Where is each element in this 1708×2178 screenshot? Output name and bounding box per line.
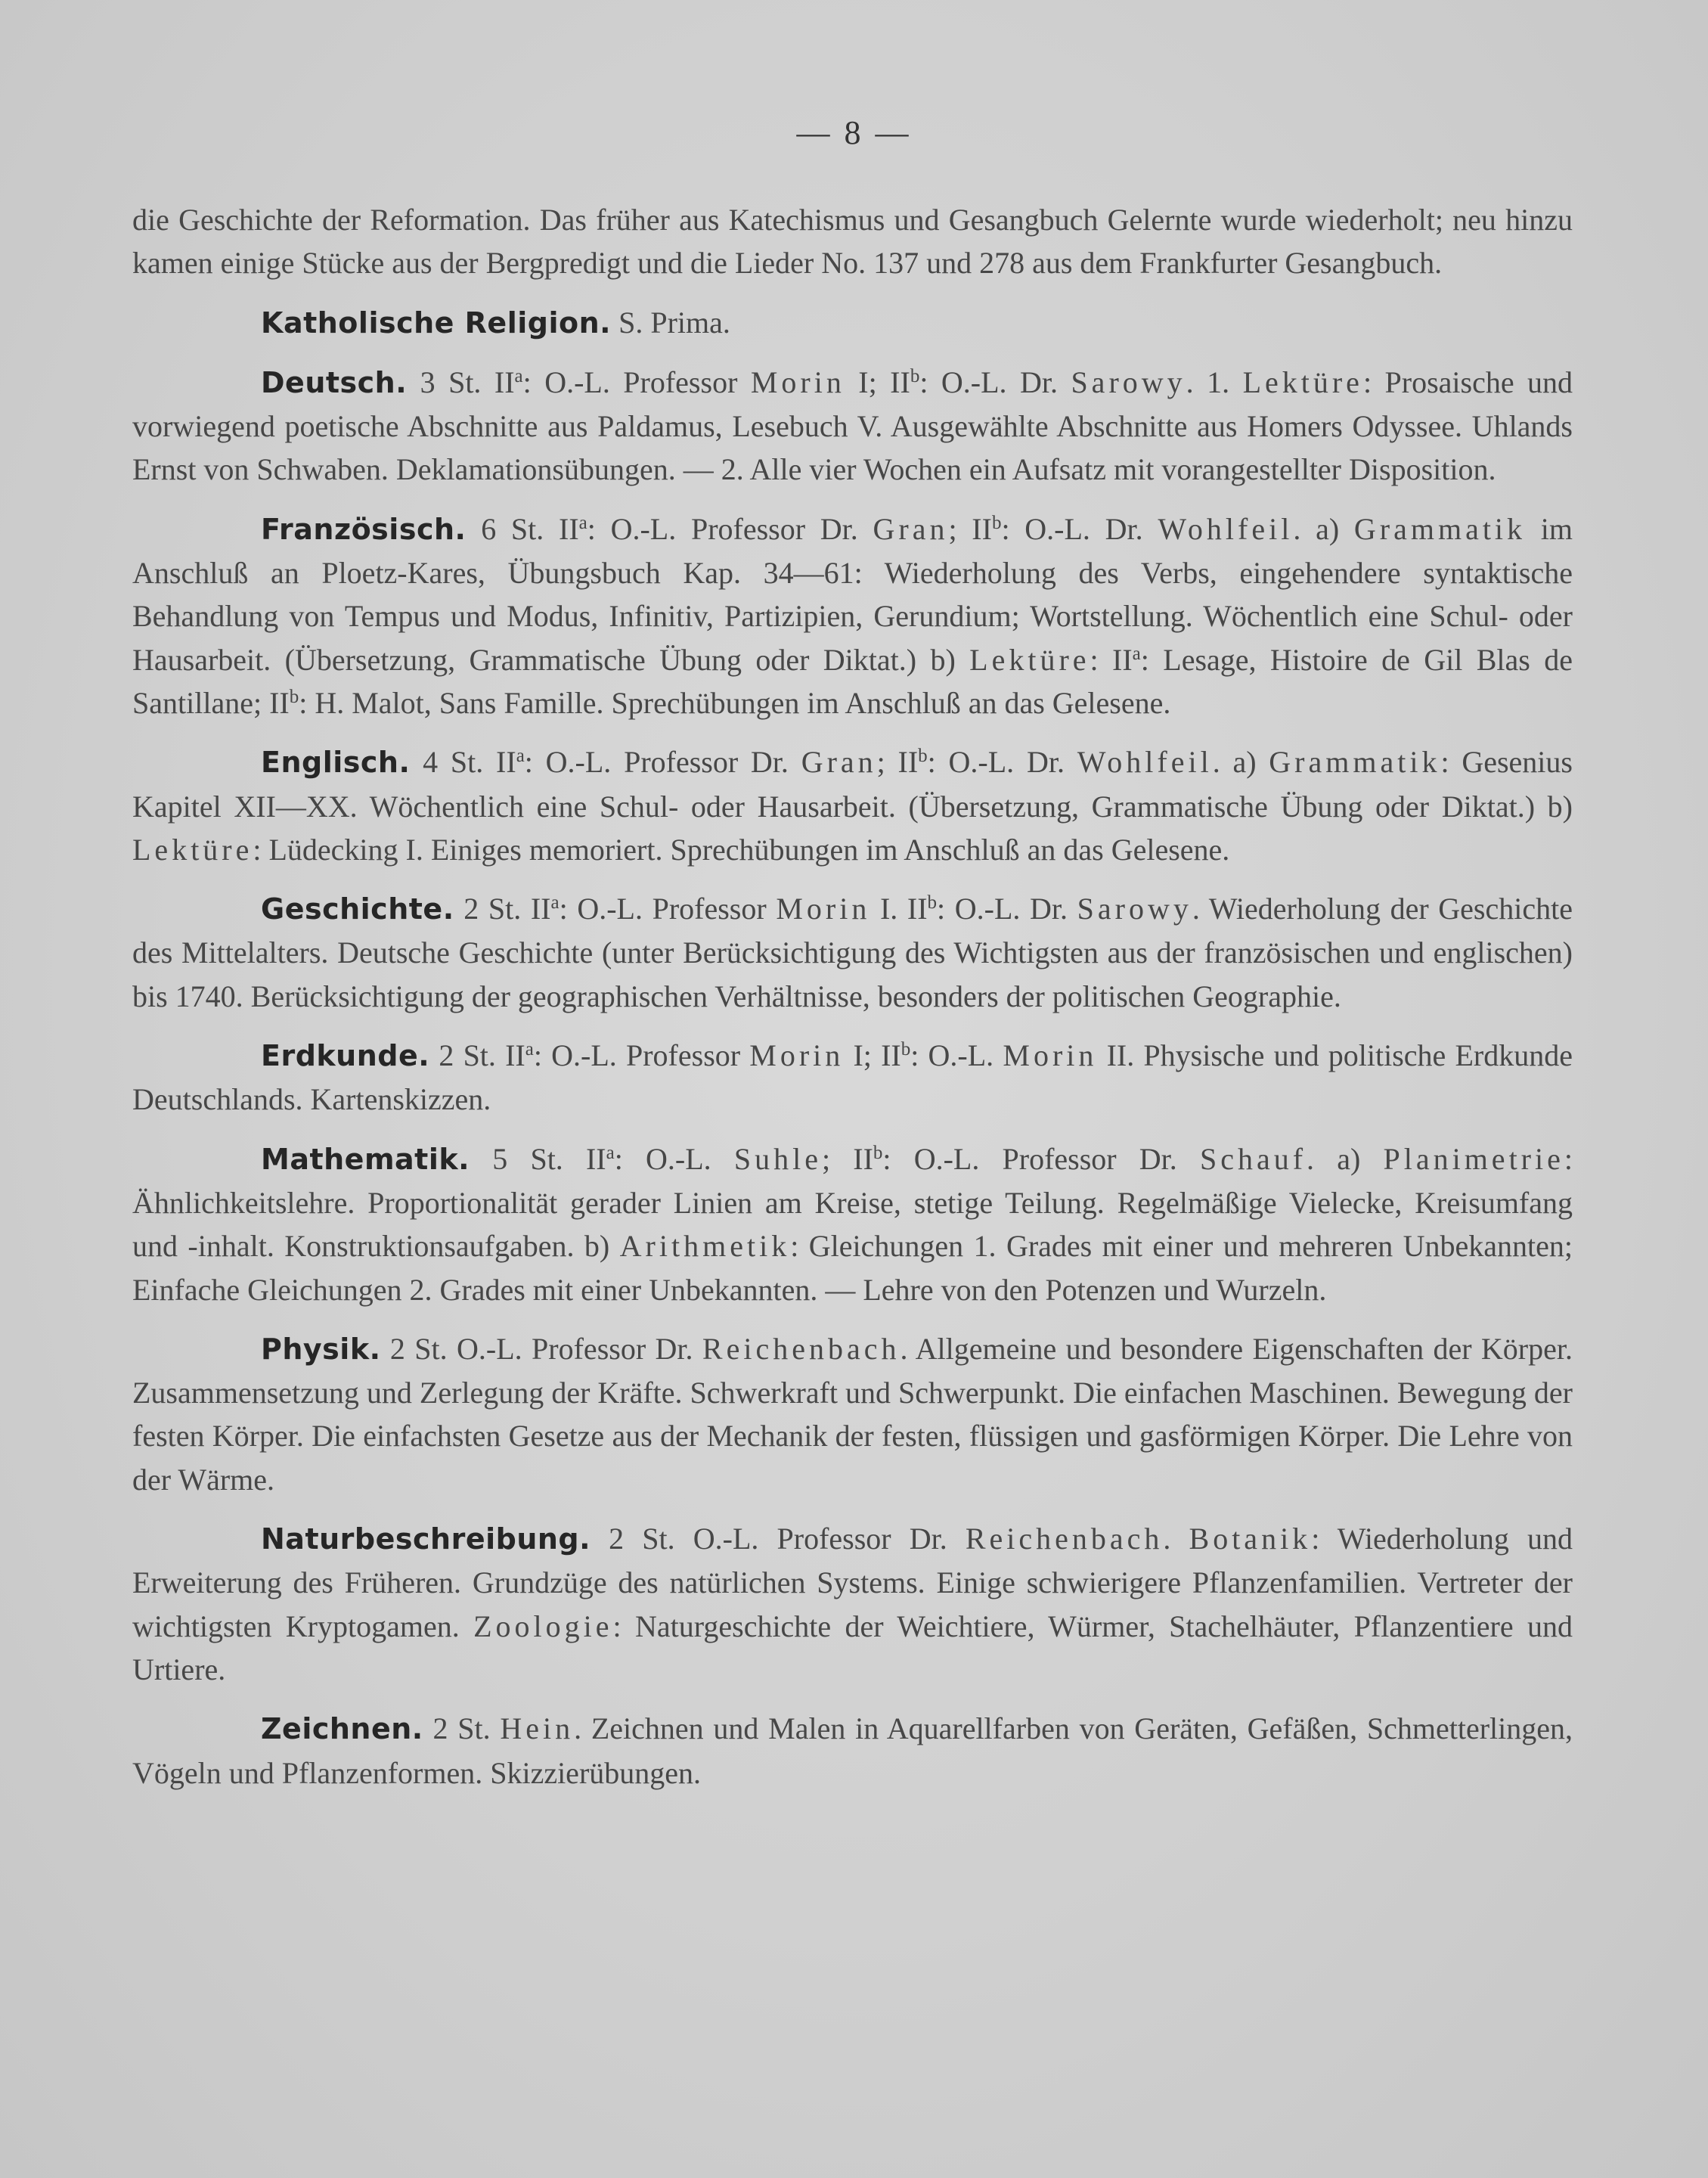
subtopic-label: Lektüre [1242,365,1363,399]
teacher-name: Morin [749,1038,845,1073]
section-text: . [1163,1522,1189,1556]
class-superscript: a [550,892,560,914]
section-text: 3 St. II [407,365,515,399]
section-text: : II [1090,642,1133,677]
section-erdkunde [132,1034,1573,1122]
section-geschichte [132,887,1573,1018]
section-text: : O.-L. [614,1141,734,1176]
class-superscript: b [900,1039,911,1060]
subtopic-label: Grammatik [1269,745,1441,780]
section-heading: Deutsch. [261,365,408,399]
class-superscript: a [606,1142,615,1163]
subtopic-label: Lektüre [969,642,1090,677]
section-text: : O.-L. Professor [533,1038,750,1073]
section-text: : Naturgeschichte der Weichtiere, Würmer, Stachelhäuter, Pflanzentiere und Urtiere. [132,1609,1573,1686]
class-superscript: a [525,1039,534,1060]
section-text: . Allgemeine und besondere Eigenschaften der Körper. Zusammensetzung und Zerlegung der Kräfte. Schwerkraft und Schwerpunkt. Die einfachen Maschinen. Bewegung der festen Körper. Die einfachsten Gesetze aus der Mechanik der festen, flüssigen und gasförmigen Körper. Die Lehre von der Wärme. [132,1331,1573,1497]
section-text: ; II [948,511,992,546]
subtopic-label: Planimetrie [1383,1141,1564,1176]
class-superscript: a [1132,643,1141,664]
class-superscript: b [927,892,938,914]
class-superscript: b [991,512,1002,533]
section-text: : Lesage, Histoire de Gil Blas de Santillane; II [132,642,1573,720]
section-text: 2 St. O.-L. Professor Dr. [380,1331,702,1366]
section-text: : Lüdecking I. Einiges memoriert. Sprechübungen im Anschluß an das Gelesene. [253,832,1230,867]
section-text: I. II [870,892,928,926]
section-text: : O.-L. Professor Dr. [524,745,801,780]
section-franzoesisch [132,507,1573,724]
section-text: 2 St. II [429,1038,525,1073]
section-text: . Wiederholung der Geschichte des Mittelalters. Deutsche Geschichte (unter Berücksichtigung des Wichtigsten aus der französischen und englischen) bis 1740. Berücksichtigung der geographischen Verhältnisse, besonders der politischen Geographie. [132,892,1573,1013]
class-superscript: b [873,1142,883,1163]
section-text: ; II [876,745,919,780]
section-heading: Naturbeschreibung. [261,1522,591,1556]
section-text: : O.-L. [910,1038,1003,1073]
teacher-name: Sarowy [1071,365,1186,399]
section-mathematik [132,1137,1573,1311]
subtopic-label: Zoologie [473,1609,613,1643]
section-text: S. Prima. [611,305,730,340]
section-text: : O.-L. Professor Dr. [587,511,873,546]
section-text: ; II [821,1141,873,1176]
section-text: I; II [845,365,910,399]
section-text: : Wiederholung und Erweiterung des Früheren. Grundzüge des natürlichen Systems. Einige schwierigere Pflanzenfamilien. Vertreter der wichtigsten Kryptogamen. [132,1522,1573,1643]
class-superscript: b [918,746,928,767]
teacher-name: Morin [1003,1038,1098,1073]
teacher-name: Sarowy [1077,892,1192,926]
teacher-name: Suhle [733,1141,822,1176]
subtopic-label: Arithmetik [619,1229,791,1264]
section-englisch [132,740,1573,871]
section-text: : Gleichungen 1. Grades mit einer und mehreren Unbekannten; Einfache Gleichungen 2. Grades mit einer Unbekannten. — Lehre von den Potenzen und Wurzeln. [132,1229,1573,1307]
section-zeichnen [132,1707,1573,1795]
section-text: II. Physische und politische Erdkunde Deutschlands. Kartenskizzen. [132,1038,1573,1117]
section-text: : O.-L. Dr. [937,892,1077,926]
teacher-name: Reichenbach [702,1331,900,1366]
section-text: : O.-L. Dr. [919,365,1071,399]
text-body [132,198,1573,1810]
section-heading: Englisch. [261,746,411,780]
subtopic-label: Botanik [1189,1522,1312,1556]
section-heading: Geschichte. [261,892,454,926]
page-number: — 8 — [796,114,912,151]
section-text: : Ähnlichkeitslehre. Proportionalität gerader Linien am Kreise, stetige Teilung. Regelmäßige Vielecke, Kreisumfang und -inhalt. Konstruktionsaufgaben. b) [132,1141,1573,1264]
section-text: 2 St. [423,1711,501,1746]
section-text: 2 St. II [454,892,551,926]
section-heading: Katholische Religion. [261,306,612,340]
class-superscript: a [516,746,525,767]
section-heading: Erdkunde. [261,1039,430,1073]
teacher-name: Schauf [1199,1141,1307,1176]
section-religion [132,301,1573,345]
section-physik [132,1327,1573,1501]
section-text: I; II [844,1038,901,1073]
section-text: im Anschluß an Ploetz-Kares, Übungsbuch Kap. 34—61: Wiederholung des Verbs, eingehendere syntaktische Behandlung von Tempus und Modus, Infinitiv, Partizipien, Gerundium; Wortstellung. Wöchentlich eine Schul- oder Hausarbeit. (Übersetzung, Grammatische Übung oder Diktat.) b) [132,511,1573,677]
subtopic-label: Lektüre [132,832,253,867]
section-text: : Gesenius Kapitel XII—XX. Wöchentlich eine Schul- oder Hausarbeit. (Übersetzung, Grammatische Übung oder Diktat.) b) [132,745,1573,824]
teacher-name: Gran [801,745,877,780]
section-text: . Zeichnen und Malen in Aquarellfarben von Geräten, Gefäßen, Schmetterlingen, Vögeln und Pflanzenformen. Skizzierübungen. [132,1711,1573,1790]
teacher-name: Wohlfeil [1077,745,1213,780]
teacher-name: Hein [500,1711,575,1746]
section-naturbeschreibung [132,1517,1573,1691]
section-text: 6 St. II [466,511,579,546]
section-text: : O.-L. Professor Dr. [882,1141,1200,1176]
teacher-name: Reichenbach [965,1522,1164,1556]
section-deutsch [132,361,1573,492]
section-heading: Mathematik. [261,1142,470,1176]
class-superscript: b [910,365,920,386]
section-text: : H. Malot, Sans Famille. Sprechübungen im Anschluß an das Gelesene. [299,685,1171,720]
section-text: 5 St. II [470,1141,606,1176]
section-text: : Prosaische und vorwiegend poetische Abschnitte aus Paldamus, Lesebuch V. Ausgewählte Abschnitte aus Homers Odyssee. Uhlands Ernst von Schwaben. Deklamationsübungen. — 2. Alle vier Wochen ein Aufsatz mit vorangestellter Disposition. [132,365,1573,487]
section-text: : O.-L. Dr. [927,745,1077,780]
intro-paragraph: die Geschichte der Reformation. Das früher aus Katechismus und Gesangbuch Gelernte wurde wiederholt; neu hinzu kamen einige Stücke aus der Bergpredigt und die Lieder No. 137 und 278 aus dem Frankfurter Gesangbuch. [132,203,1573,281]
section-heading: Physik. [261,1332,381,1366]
class-superscript: a [514,365,523,386]
class-superscript: b [289,686,299,707]
teacher-name: Morin [776,892,871,926]
teacher-name: Morin [750,365,845,399]
section-text: 2 St. O.-L. Professor Dr. [591,1522,966,1556]
section-text: : O.-L. Professor [559,892,777,926]
teacher-name: Gran [873,511,949,546]
section-heading: Französisch. [261,512,467,546]
section-text: 4 St. II [410,745,516,780]
section-text: : O.-L. Professor [522,365,751,399]
class-superscript: a [578,512,587,533]
subtopic-label: Grammatik [1353,511,1527,546]
section-text: . a) [1212,745,1269,780]
section-text: . a) [1293,511,1354,546]
teacher-name: Wohlfeil [1158,511,1294,546]
section-heading: Zeichnen. [261,1712,423,1746]
section-text: . a) [1307,1141,1384,1176]
section-text: : O.-L. Dr. [1001,511,1158,546]
section-text: . 1. [1186,365,1243,399]
